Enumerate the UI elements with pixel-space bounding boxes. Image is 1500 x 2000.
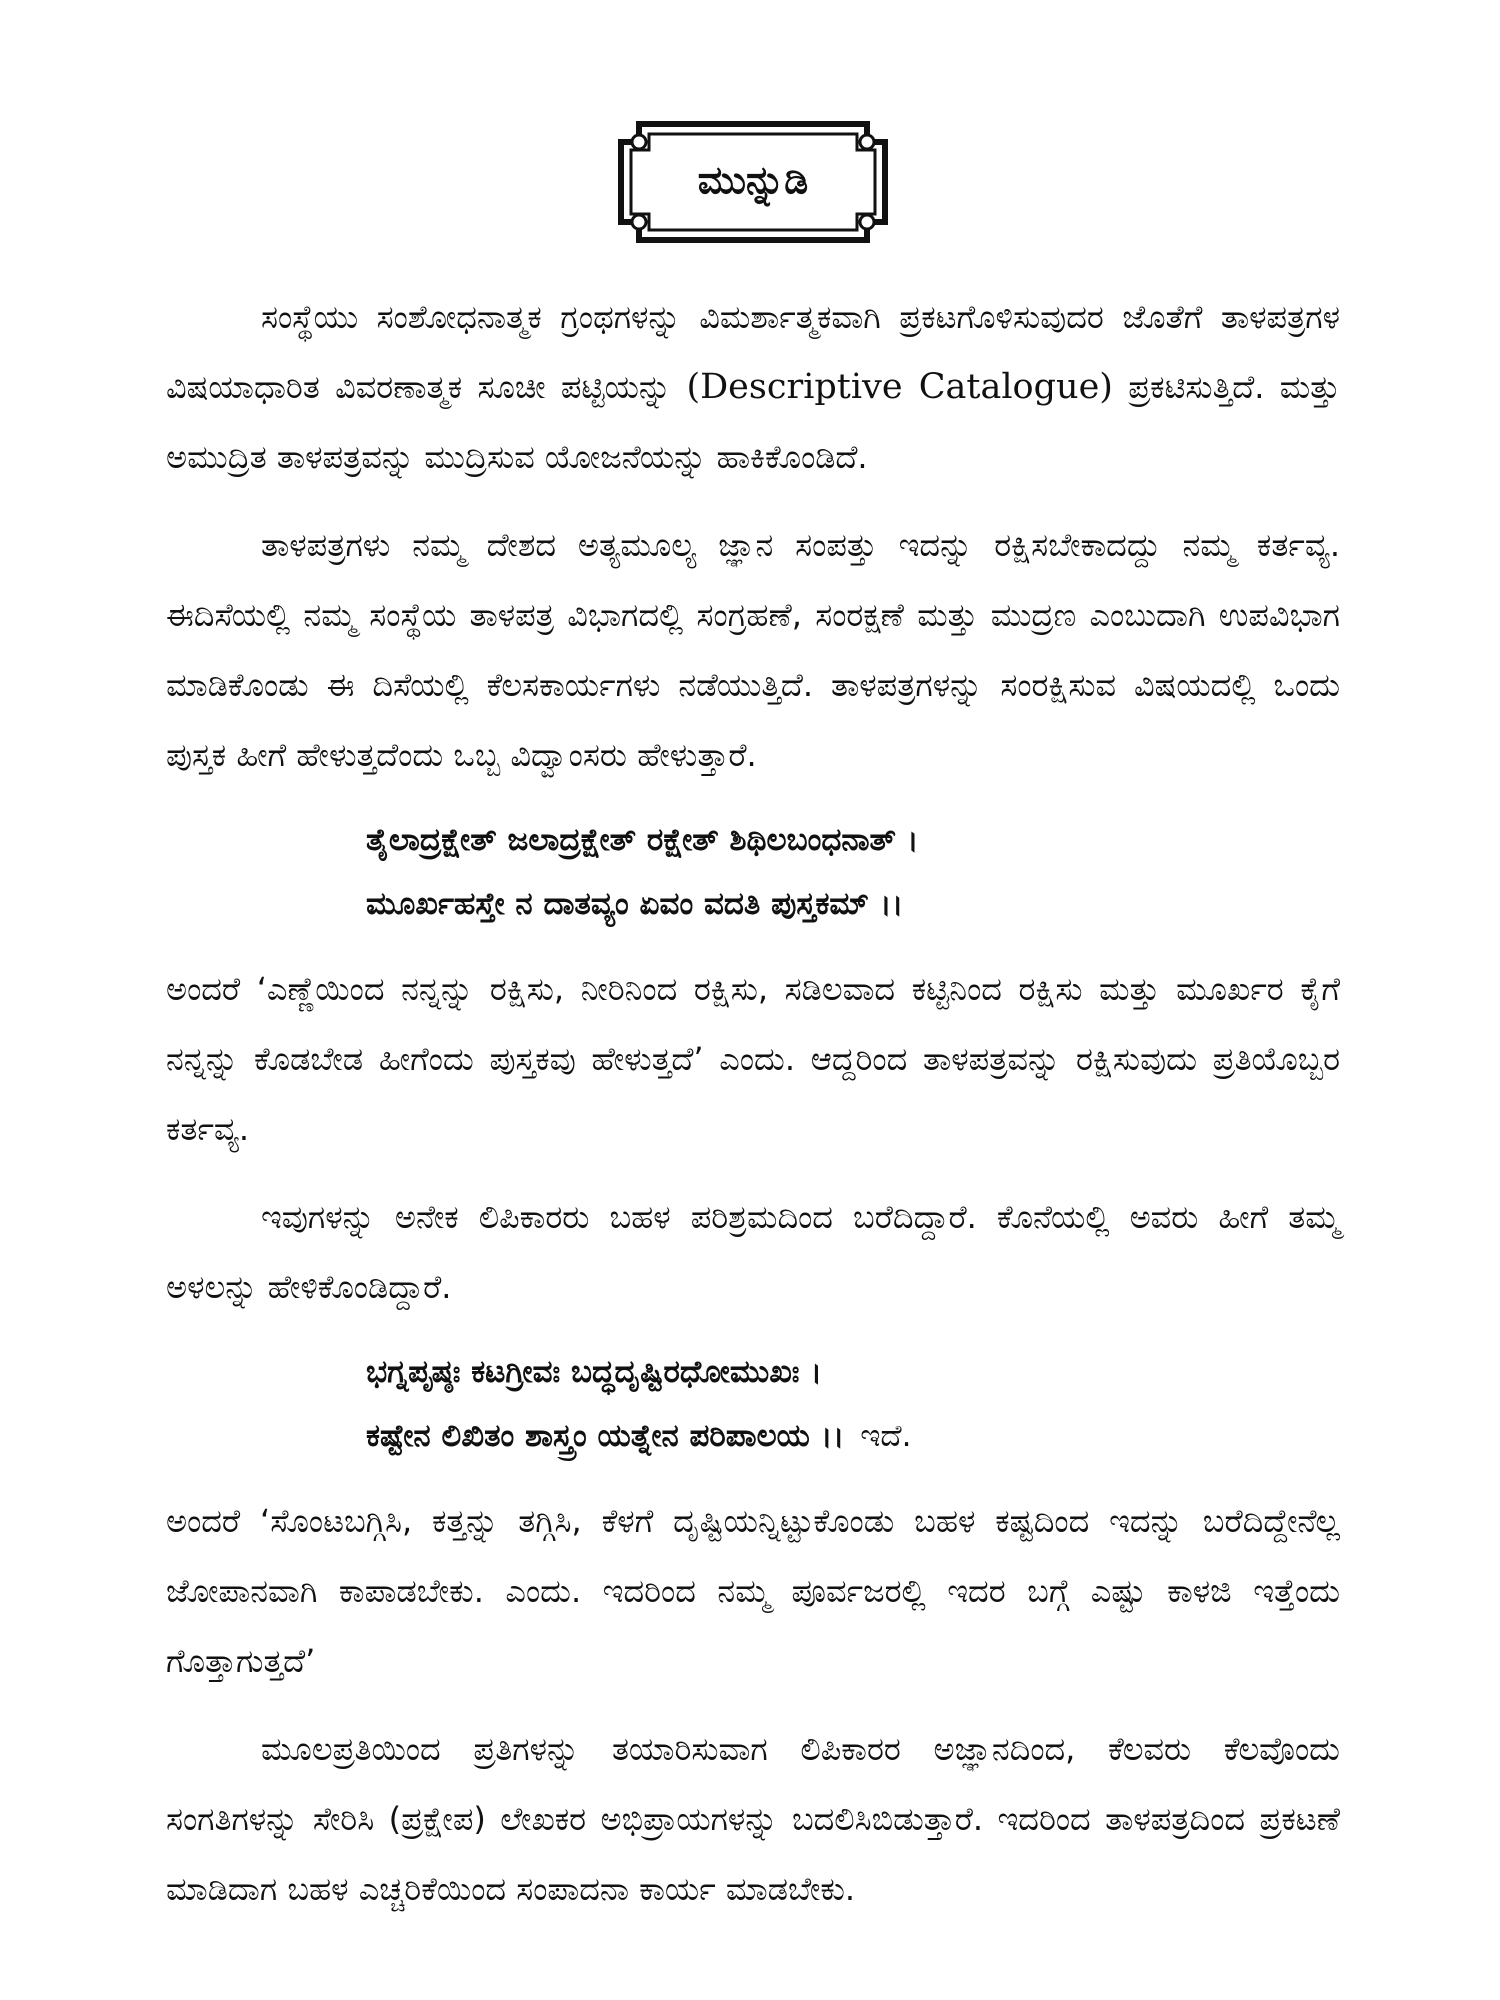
verse-1 (166, 808, 1340, 936)
ornamental-title-frame (617, 120, 889, 244)
paragraph-1-text-a: ಸಂಸ್ಥೆಯು ಸಂಶೋಧನಾತ್ಮಕ ಗ್ರಂಥಗಳನ್ನು ವಿಮರ್ಶಾತ್ಮಕವಾಗಿ ಪ್ರಕಟಗೊಳಿಸುವುದರ ಜೊತೆಗೆ ತಾಳಪತ್ರಗಳ ವಿಷಯಾಧಾರಿತ ವಿವರಣಾತ್ಮಕ ಸೂಚೀ ಪಟ್ಟಿಯನ್ನು (166, 298, 1340, 406)
verse-2-line-2-text: ಕಷ್ಟೇನ ಲಿಖಿತಂ ಶಾಸ್ತ್ರಂ ಯತ್ನೇನ ಪರಿಪಾಲಯ ।। (366, 1418, 845, 1454)
document-page (166, 120, 1340, 1942)
paragraph-4: ಇವುಗಳನ್ನು ಅನೇಕ ಲಿಪಿಕಾರರು ಬಹಳ ಪರಿಶ್ರಮದಿಂದ ಬರೆದಿದ್ದಾರೆ. ಕೊನೆಯಲ್ಲಿ ಅವರು ಹೀಗೆ ತಮ್ಮ ಅಳಲನ್ನು ಹೇಳಿಕೊಂಡಿದ್ದಾರೆ. (166, 1198, 1340, 1306)
paragraph-2: ತಾಳಪತ್ರಗಳು ನಮ್ಮ ದೇಶದ ಅತ್ಯಮೂಲ್ಯ ಜ್ಞಾನ ಸಂಪತ್ತು ಇದನ್ನು ರಕ್ಷಿಸಬೇಕಾದದ್ದು ನಮ್ಮ ಕರ್ತವ್ಯ. ಈದಿಸೆಯಲ್ಲಿ ನಮ್ಮ ಸಂಸ್ಥೆಯ ತಾಳಪತ್ರ ವಿಭಾಗದಲ್ಲಿ ಸಂಗ್ರಹಣೆ, ಸಂರಕ್ಷಣೆ ಮತ್ತು ಮುದ್ರಣ ಎಂಬುದಾಗಿ ಉಪವಿಭಾಗ ಮಾಡಿಕೊಂಡು ಈ ದಿಸೆಯಲ್ಲಿ ಕೆಲಸಕಾರ್ಯಗಳು ನಡೆಯುತ್ತಿದೆ. ತಾಳಪತ್ರಗಳನ್ನು ಸಂರಕ್ಷಿಸುವ ವಿಷಯದಲ್ಲಿ ಒಂದು ಪುಸ್ತಕ ಹೀಗೆ ಹೇಳುತ್ತದೆಂದು ಒಬ್ಬ ವಿದ್ವಾಂಸರು ಹೇಳುತ್ತಾರೆ. (166, 526, 1340, 774)
verse-1-line-2: ಮೂರ್ಖಹಸ್ತೇ ನ ದಾತವ್ಯಂ ಏವಂ ವದತಿ ಪುಸ್ತಕಮ್ ।। (366, 886, 904, 922)
paragraph-3: ಅಂದರೆ ‘ಎಣ್ಣೆಯಿಂದ ನನ್ನನ್ನು ರಕ್ಷಿಸು, ನೀರಿನಿಂದ ರಕ್ಷಿಸು, ಸಡಿಲವಾದ ಕಟ್ಟಿನಿಂದ ರಕ್ಷಿಸು ಮತ್ತು ಮೂರ್ಖರ ಕೈಗೆ ನನ್ನನ್ನು ಕೊಡಬೇಡ ಹೀಗೆಂದು ಪುಸ್ತಕವು ಹೇಳುತ್ತದೆ’ ಎಂದು. ಆದ್ದರಿಂದ ತಾಳಪತ್ರವನ್ನು ರಕ್ಷಿಸುವುದು ಪ್ರತಿಯೊಬ್ಬರ ಕರ್ತವ್ಯ. (166, 970, 1340, 1148)
paragraph-1-latin: (Descriptive Catalogue) (686, 367, 1113, 407)
paragraph-5: ಅಂದರೆ ‘ಸೊಂಟಬಗ್ಗಿಸಿ, ಕತ್ತನ್ನು ತಗ್ಗಿಸಿ, ಕೆಳಗೆ ದೃಷ್ಟಿಯನ್ನಿಟ್ಟುಕೊಂಡು ಬಹಳ ಕಷ್ಟದಿಂದ ಇದನ್ನು ಬರೆದಿದ್ದೇನೆಲ್ಲ ಜೋಪಾನವಾಗಿ ಕಾಪಾಡಬೇಕು. ಎಂದು. ಇದರಿಂದ ನಮ್ಮ ಪೂರ್ವಜರಲ್ಲಿ ಇದರ ಬಗ್ಗೆ ಎಷ್ಟು ಕಾಳಜಿ ಇತ್ತೆಂದು ಗೊತ್ತಾಗುತ್ತದೆ’ (166, 1502, 1340, 1680)
paragraph-6: ಮೂಲಪ್ರತಿಯಿಂದ ಪ್ರತಿಗಳನ್ನು ತಯಾರಿಸುವಾಗ ಲಿಪಿಕಾರರ ಅಜ್ಞಾನದಿಂದ, ಕೆಲವರು ಕೆಲವೊಂದು ಸಂಗತಿಗಳನ್ನು ಸೇರಿಸಿ (ಪ್ರಕ್ಷೇಪ) ಲೇಖಕರ ಅಭಿಪ್ರಾಯಗಳನ್ನು ಬದಲಿಸಿಬಿಡುತ್ತಾರೆ. ಇದರಿಂದ ತಾಳಪತ್ರದಿಂದ ಪ್ರಕಟಣೆ ಮಾಡಿದಾಗ ಬಹಳ ಎಚ್ಚರಿಕೆಯಿಂದ ಸಂಪಾದನಾ ಕಾರ್ಯ ಮಾಡಬೇಕು. (166, 1730, 1340, 1908)
verse-2-line-1: ಭಗ್ನಪೃಷ್ಠಃ ಕಟಗ್ರೀವಃ ಬದ್ಧದೃಷ್ಟಿರಧೋಮುಖಃ । (366, 1354, 823, 1390)
verse-2-trailing-text: ಇದೆ. (860, 1418, 912, 1454)
paragraph-1 (166, 282, 1340, 492)
verse-2 (166, 1340, 1340, 1468)
page-title: ಮುನ್ನುಡಿ (697, 158, 809, 202)
paragraph-1-text-b: ಪ್ರಕಟಿಸುತ್ತಿದೆ. ಮತ್ತು ಅಮುದ್ರಿತ ತಾಳಪತ್ರವನ್ನು ಮುದ್ರಿಸುವ ಯೋಜನೆಯನ್ನು ಹಾಕಿಕೊಂಡಿದೆ. (166, 368, 1340, 476)
verse-2-line-2 (366, 1404, 1340, 1468)
heading-wrap (166, 120, 1340, 244)
verse-1-line-1: ತೈಲಾದ್ರಕ್ಷೇತ್ ಜಲಾದ್ರಕ್ಷೇತ್ ರಕ್ಷೇತ್ ಶಿಥಿಲಬಂಧನಾತ್ । (366, 822, 919, 858)
